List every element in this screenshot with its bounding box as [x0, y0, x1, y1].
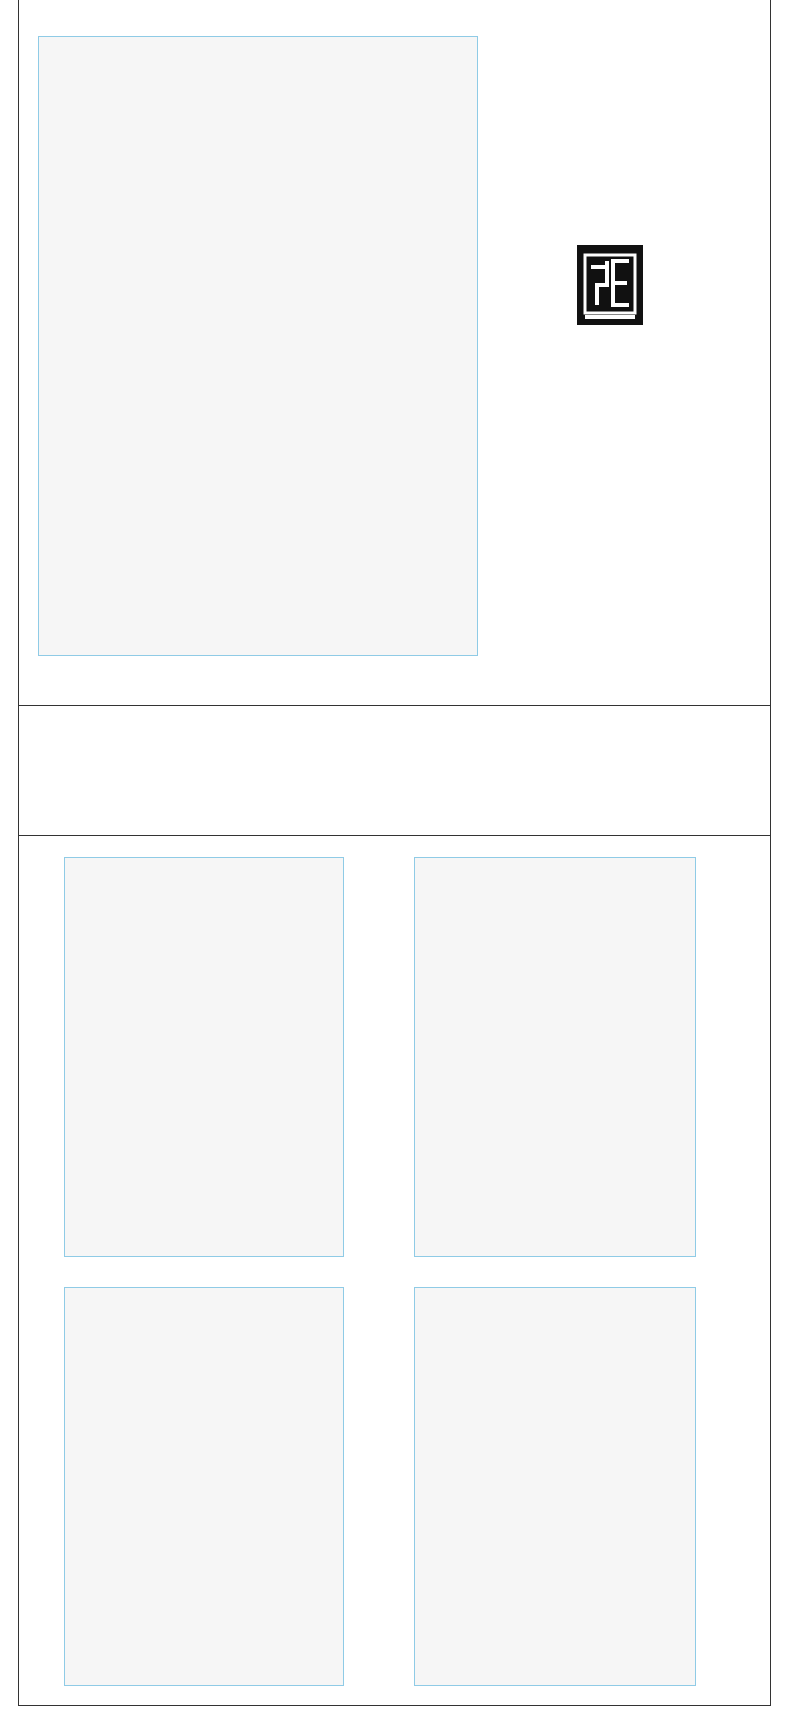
test-report-image-page3	[64, 1287, 344, 1686]
brand-logo-icon	[577, 245, 643, 325]
test-report-image-large	[38, 36, 478, 656]
test-report-image-page2	[414, 857, 696, 1257]
test-report-image-page1	[64, 857, 344, 1257]
test-report-image-page4	[414, 1287, 696, 1686]
brand-logo	[577, 245, 643, 325]
section-statement	[18, 706, 771, 836]
